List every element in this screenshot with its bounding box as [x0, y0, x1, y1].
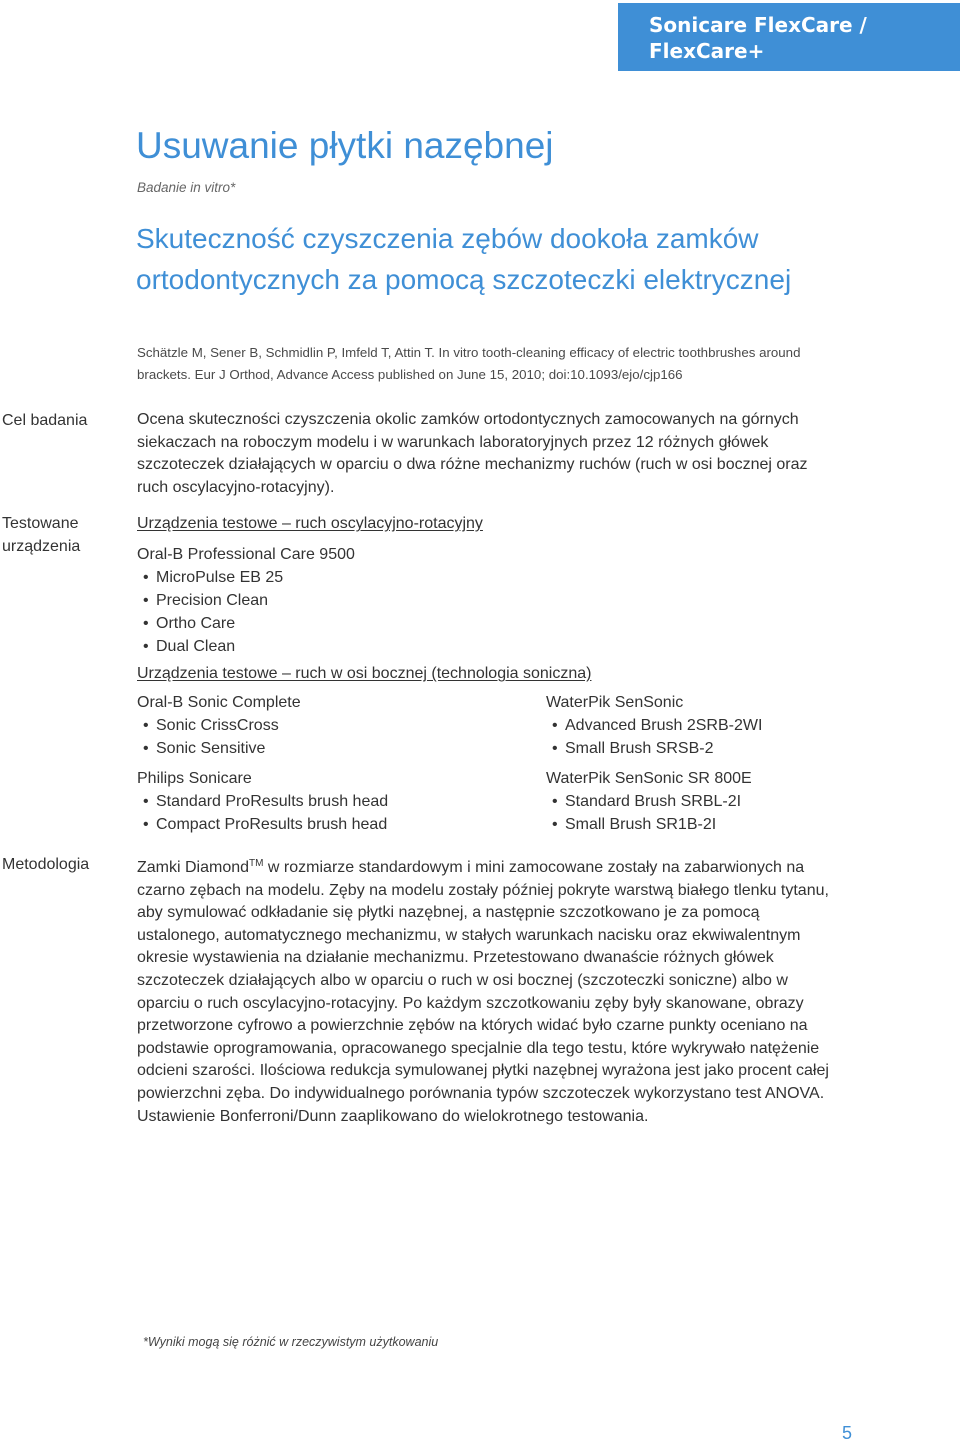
badge-line2: FlexCare+ [649, 39, 765, 63]
study-heading: Skuteczność czyszczenia zębów dookoła zamków ortodontycznych za pomocą szczoteczki elektrycznej [136, 223, 792, 295]
osc-heading: Urządzenia testowe – ruch oscylacyjno-rotacyjny [137, 515, 483, 532]
side-heading: Urządzenia testowe – ruch w osi bocznej (technologia soniczna) [137, 665, 592, 682]
philips-block [137, 767, 388, 836]
list-item: • Standard Brush SRBL-2I [546, 790, 752, 813]
list-item: • Compact ProResults brush head [137, 813, 388, 836]
trademark: TM [249, 858, 264, 869]
page-subtitle: Badanie in vitro* [137, 180, 236, 195]
waterpik-name: WaterPik SenSonic [546, 694, 684, 711]
oralb-sonic-name: Oral-B Sonic Complete [137, 694, 301, 711]
philips-name: Philips Sonicare [137, 770, 252, 787]
product-badge [618, 3, 960, 71]
list-item: • Standard ProResults brush head [137, 790, 388, 813]
label-method: Metodologia [2, 856, 90, 873]
waterpik800-name: WaterPik SenSonic SR 800E [546, 770, 752, 787]
citation: Schätzle M, Sener B, Schmidlin P, Imfeld T, Attin T. In vitro tooth-cleaning efficacy of electric toothbrushes around brackets. Eur J Orthod, Advance Access published on June 15, 2010; doi:10.1093/ejo/cjp166 [137, 345, 801, 382]
page-title: Usuwanie płytki nazębnej [136, 125, 554, 166]
oralb-sonic-block [137, 691, 301, 760]
aim-text: Ocena skuteczności czyszczenia okolic zamków ortodontycznych zamocowanych na górnych siekaczach na roboczym modelu i w warunkach laboratoryjnych przez 12 różnych główek szczoteczek działających w oparciu o dwa różne mechanizmy ruchów (ruch w osi bocznej oraz ruch oscylacyjno-rotacyjny). [137, 411, 808, 496]
list-item: • Small Brush SRSB-2 [546, 737, 762, 760]
list-item: • Sonic Sensitive [137, 737, 301, 760]
list-item: • Precision Clean [137, 589, 483, 612]
side-heading-block [137, 662, 591, 685]
footnote: *Wyniki mogą się różnić w rzeczywistym użytkowaniu [143, 1335, 439, 1349]
page-number: 5 [842, 1423, 853, 1443]
oralb-pro-name: Oral-B Professional Care 9500 [137, 546, 355, 563]
label-aim: Cel badania [2, 412, 88, 429]
list-item: • MicroPulse EB 25 [137, 566, 483, 589]
method-text [137, 853, 837, 1128]
list-item: • Sonic CrissCross [137, 714, 301, 737]
badge-line1: Sonicare FlexCare / [649, 13, 867, 37]
list-item: • Advanced Brush 2SRB-2WI [546, 714, 762, 737]
list-item: • Small Brush SR1B-2I [546, 813, 752, 836]
list-item: • Dual Clean [137, 635, 483, 658]
method-body: w rozmiarze standardowym i mini zamocowane zostały na zabarwionych na czarno zębach na modelu. Zęby na modelu zostały później pokryte warstwą białego tlenku tytanu, aby symulować odkładanie się płytki nazębnej, a następnie szczotkowano je za pomocą ustalonego, automatycznego mechanizmu, w stałych warunkach nacisku oraz ekwiwalentnym okresie wystawienia na działanie mechanizmu. Przetestowano dwanaście różnych główek szczoteczek działających albo w oparciu o ruch w osi bocznej (szczoteczki soniczne) albo w oparciu o ruch oscylacyjno-rotacyjny. Po każdym szczotkowaniu zęby były skanowane, obrazy przetworzone cyfrowo a powierzchnie zębów na których widać było czarne punkty oceniano na podstawie oprogramowania, opracowanego specjalnie dla tego testu, które wykrywało natężenie odcieni szarości. Ilościowa redukcja symulowanej płytki nazębnej wyrażona jest jako procent całej powierzchni zęba. Do indywidualnego porównania typów szczoteczek wykorzystano test ANOVA. Ustawienie Bonferroni/Dunn zaaplikowano do wielokrotnego testowania. [137, 859, 829, 1125]
label-devices: Testowane urządzenia [2, 515, 81, 555]
method-lead: Zamki Diamond [137, 859, 250, 876]
waterpik800-block [546, 767, 752, 836]
list-item: • Ortho Care [137, 612, 483, 635]
osc-devices-section [137, 512, 483, 658]
waterpik-block [546, 691, 762, 760]
